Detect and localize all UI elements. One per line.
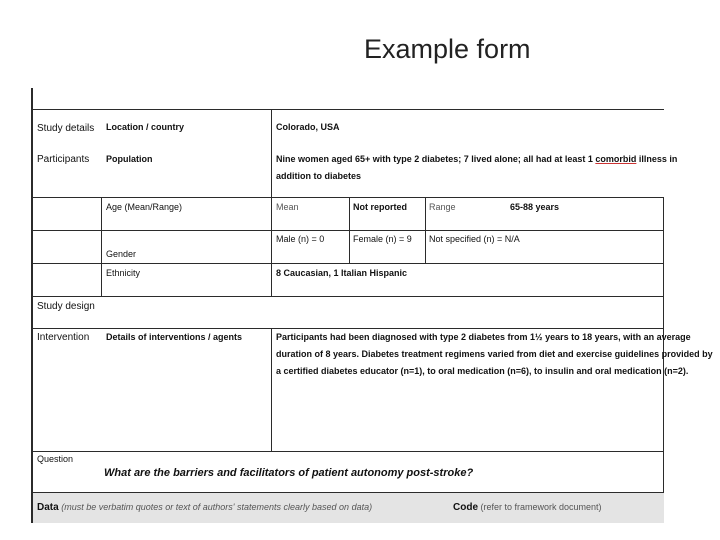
population-value-line2: addition to diabetes (276, 171, 362, 181)
rule-col-b (271, 109, 272, 296)
rule-question-bottom (31, 492, 664, 493)
intervention-line2: duration of 8 years. Diabetes treatment regimens varied from diet and exercise guidelines provided by (276, 349, 713, 359)
data-note: (must be verbatim quotes or text of authors' statements clearly based on data) (61, 502, 373, 512)
rule-right (663, 197, 664, 493)
code-field (453, 501, 602, 514)
rule-left (31, 88, 33, 523)
code-note: (refer to framework document) (480, 502, 602, 512)
mean-label: Mean (276, 202, 299, 212)
rule-col-d (425, 197, 426, 263)
not-specified-count: Not specified (n) = N/A (429, 234, 520, 244)
rule-population-bottom (31, 197, 664, 198)
mean-value: Not reported (353, 202, 407, 212)
range-label: Range (429, 202, 456, 212)
rule-col-c (349, 197, 350, 263)
population-label: Population (106, 154, 153, 164)
rule-design-bottom (31, 328, 664, 329)
rule-study-top (31, 109, 664, 110)
data-field (37, 501, 372, 514)
population-text-a: Nine women aged 65+ with type 2 diabetes; 7 lived alone; all had at least 1 (276, 154, 596, 164)
intervention-line1: Participants had been diagnosed with type 2 diabetes from 1½ years to 18 years, with an average (276, 332, 691, 342)
code-label: Code (453, 502, 478, 513)
data-label: Data (37, 502, 59, 513)
study-design-label: Study design (37, 301, 95, 312)
intervention-label: Intervention (37, 332, 90, 343)
age-label: Age (Mean/Range) (106, 202, 183, 212)
participants-label: Participants (37, 154, 90, 165)
population-text-underlined: comorbid (595, 154, 637, 164)
male-count: Male (n) = 0 (276, 234, 325, 244)
question-text: What are the barriers and facilitators of patient autonomy post-stroke? (104, 467, 474, 479)
location-label: Location / country (106, 122, 185, 132)
rule-col-b2 (271, 328, 272, 451)
rule-age-bottom (31, 230, 664, 231)
gender-label: Gender (106, 249, 137, 259)
female-count: Female (n) = 9 (353, 234, 412, 244)
extraction-form (31, 88, 713, 523)
rule-gender-bottom (31, 263, 664, 264)
question-label: Question (37, 454, 74, 464)
intervention-field-label: Details of interventions / agents (106, 332, 243, 342)
ethnicity-value: 8 Caucasian, 1 Italian Hispanic (276, 268, 408, 278)
location-value: Colorado, USA (276, 122, 340, 132)
study-details-label: Study details (37, 123, 95, 134)
intervention-line3: a certified diabetes educator (n=1), to oral medication (n=6), to insulin and oral medication (n=2). (276, 366, 689, 376)
page-title: Example form (364, 34, 531, 64)
population-value-line1 (276, 153, 677, 165)
population-text-b: illness in (636, 154, 678, 164)
range-value: 65-88 years (510, 202, 560, 212)
rule-col-a (101, 197, 102, 296)
ethnicity-label: Ethnicity (106, 268, 141, 278)
rule-ethnicity-bottom (31, 296, 664, 297)
rule-intervention-bottom (31, 451, 664, 452)
